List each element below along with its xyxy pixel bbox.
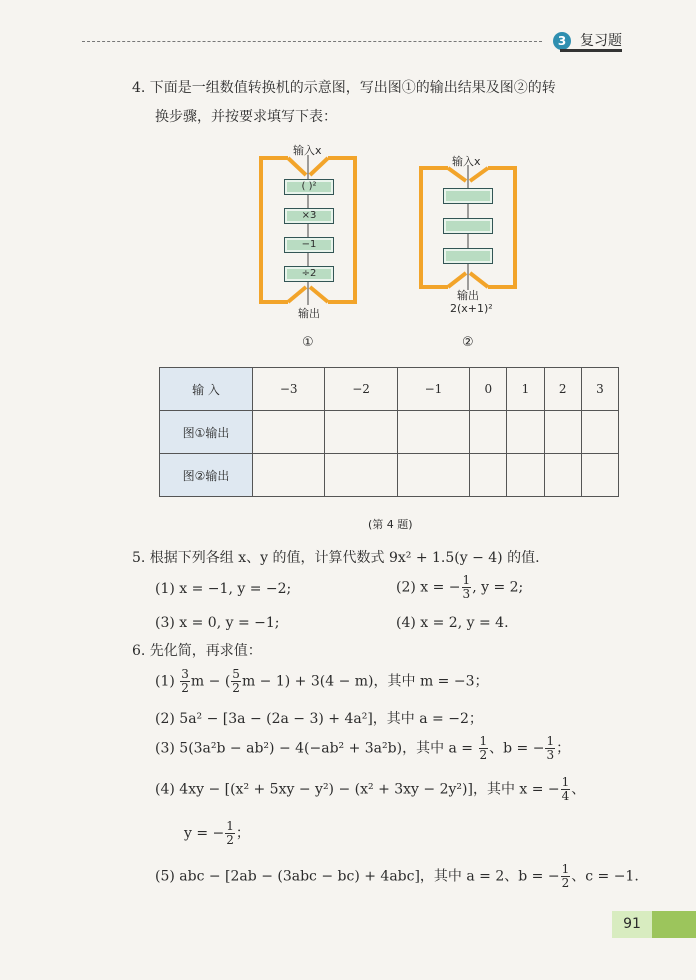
table-cell: 3 [581, 368, 618, 411]
page-number: 91 [612, 911, 652, 938]
diagram2-number: ② [462, 335, 474, 350]
q5-part1: (1) x = −1, y = −2; [155, 581, 292, 597]
diagram2-output-expr: 2(x+1)² [450, 302, 493, 315]
table-cell: −3 [253, 368, 325, 411]
diagram1-output-label: 输出 [298, 307, 320, 320]
table-cell [544, 411, 581, 454]
diagram2-input-label: 输入x [452, 155, 481, 168]
q6-part5: (5) abc − [2ab − (3abc − bc) + 4abc]，其中 a = 2、b = − $\frac{1}{2}$ 、c = −1. [155, 862, 639, 890]
table-cell [544, 454, 581, 497]
q5-part2: (2) x = − $\frac{1}{3}$ , y = 2; [396, 573, 524, 601]
diagram1-step-minus1: −1 [284, 237, 334, 253]
table-cell [581, 454, 618, 497]
q6-part1: (1) $\frac{3}{2}$ m − ( $\frac{5}{2}$ m − 1) + 3(4 − m)，其中 m = −3； [155, 667, 489, 695]
table-cell: −1 [397, 368, 469, 411]
table-header-input: 输 入 [160, 368, 253, 411]
answer-table [159, 367, 619, 497]
diagram1-step-div2: ÷2 [284, 266, 334, 282]
table-cell [470, 454, 507, 497]
diagram2-step-3 [443, 248, 493, 264]
table-row-label-fig1: 图①输出 [160, 411, 253, 454]
q4-caption: (第 4 题) [368, 518, 413, 531]
chapter-title: 复习题 [580, 33, 622, 49]
table-row [160, 454, 619, 497]
diagram1-step-square: ( )² [284, 179, 334, 195]
q6-part2: (2) 5a² − [3a − (2a − 3) + 4a²]，其中 a = −2； [155, 711, 483, 727]
table-cell [507, 454, 544, 497]
q5-stem: 5. 根据下列各组 x、y 的值，计算代数式 9x² + 1.5(y − 4) 的值. [132, 550, 540, 566]
table-row-label-fig2: 图②输出 [160, 454, 253, 497]
diagram2-output-label: 输出 [457, 289, 479, 302]
table-row [160, 411, 619, 454]
table-row [160, 368, 619, 411]
q5-part4: (4) x = 2, y = 4. [396, 615, 509, 631]
table-cell [253, 411, 325, 454]
table-cell [397, 454, 469, 497]
table-cell: −2 [325, 368, 397, 411]
table-cell: 1 [507, 368, 544, 411]
diagram2-step-1 [443, 188, 493, 204]
q6-part4: (4) 4xy − [(x² + 5xy − y²) − (x² + 3xy − 2y²)]，其中 x = − $\frac{1}{4}$ 、 [155, 775, 586, 803]
diagram1-step-times3: ×3 [284, 208, 334, 224]
q4-line2: 换步骤，并按要求填写下表： [155, 109, 337, 125]
table-cell: 2 [544, 368, 581, 411]
table-cell [470, 411, 507, 454]
table-cell [507, 411, 544, 454]
header-rule [82, 41, 542, 42]
q6-part3: (3) 5(3a²b − ab²) − 4(−ab² + 3a²b)，其中 a = $\frac{1}{2}$ 、b = − $\frac{1}{3}$ ； [155, 734, 571, 762]
chapter-underline [560, 49, 622, 52]
table-cell [397, 411, 469, 454]
q6-stem: 6. 先化简，再求值： [132, 643, 262, 659]
diagram1-number: ① [302, 335, 314, 350]
table-cell [325, 454, 397, 497]
table-cell [325, 411, 397, 454]
table-cell [253, 454, 325, 497]
q4-line1: 4. 下面是一组数值转换机的示意图，写出图①的输出结果及图②的转 [132, 80, 556, 96]
q6-part4-line2: y = − $\frac{1}{2}$ ； [184, 819, 250, 847]
q5-part3: (3) x = 0, y = −1; [155, 615, 280, 631]
diagram1-input-label: 输入x [293, 144, 322, 157]
diagram2-step-2 [443, 218, 493, 234]
table-cell: 0 [470, 368, 507, 411]
chapter-number-badge: 3 [553, 32, 571, 50]
table-cell [581, 411, 618, 454]
